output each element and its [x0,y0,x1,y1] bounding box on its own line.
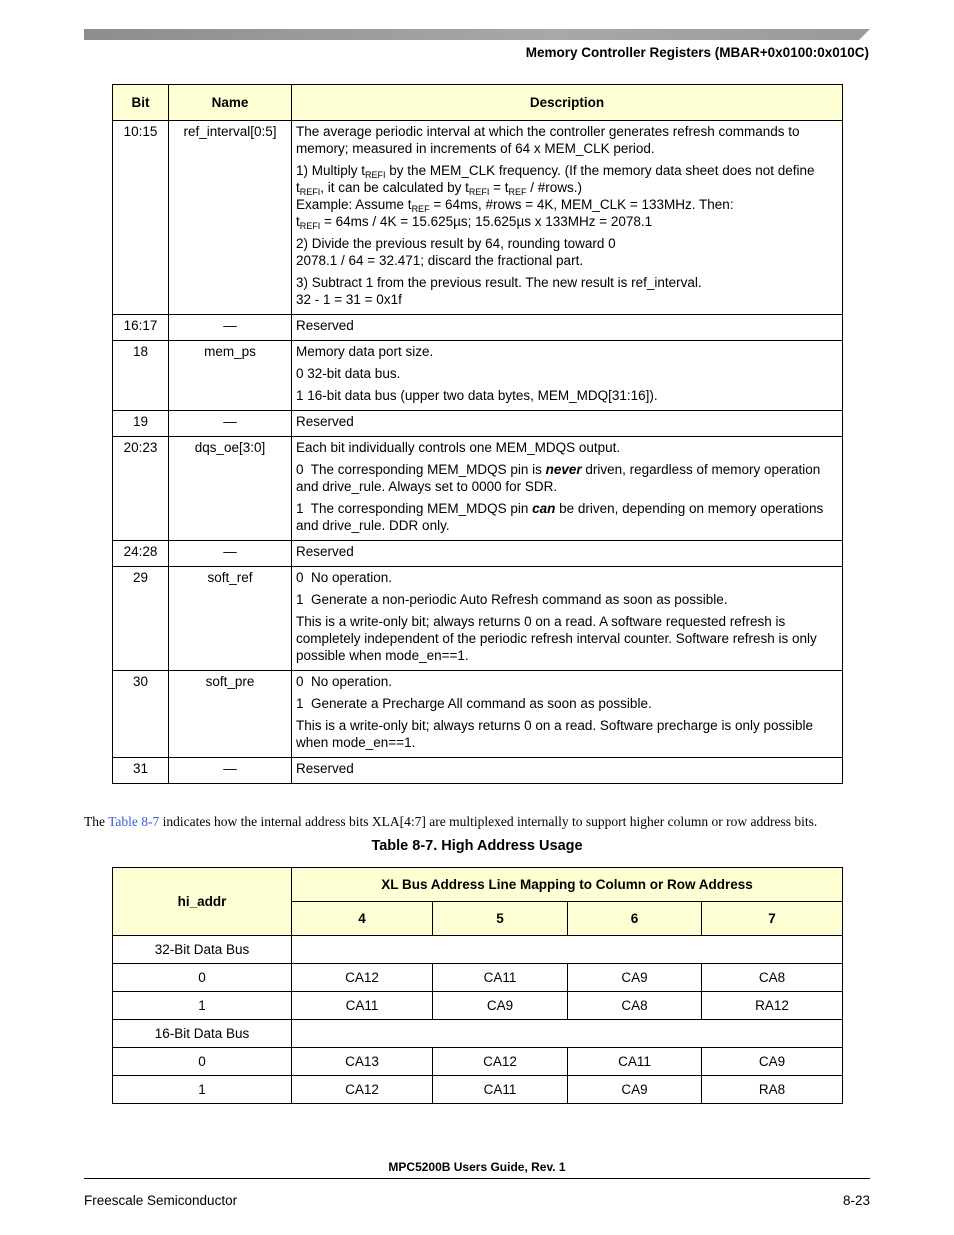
register-table-row [113,541,843,567]
register-table-row [113,758,843,784]
table-8-7-link[interactable]: Table 8-7 [108,814,160,829]
bus-section-empty-cell [292,936,843,964]
header-bar [84,29,870,40]
field-name-cell: dqs_oe[3:0] [169,437,292,541]
description-cell [292,671,843,758]
description-cell [292,121,843,315]
register-table-row [113,437,843,541]
register-table-row [113,315,843,341]
description-paragraph: 0 32-bit data bus. [296,366,401,381]
bit-cell: 24:28 [113,541,169,567]
field-name-cell: — [169,541,292,567]
address-mapping-cell: CA11 [292,992,433,1020]
description-paragraph: Each bit individually controls one MEM_MDQS output. [296,440,621,455]
address-mapping-cell: CA12 [292,1076,433,1104]
description-cell [292,341,843,411]
column-header-bit: Bit [113,85,169,121]
field-name-cell: soft_pre [169,671,292,758]
bit-cell: 10:15 [113,121,169,315]
hi-addr-header: hi_addr [113,868,292,936]
footer-divider [84,1178,870,1179]
address-mapping-cell: CA11 [433,1076,568,1104]
footer-company: Freescale Semiconductor [84,1193,238,1208]
bit-cell: 30 [113,671,169,758]
field-name-cell: ref_interval[0:5] [169,121,292,315]
hi-addr-value: 1 [113,1076,292,1104]
description-paragraph: 1 Generate a Precharge All command as soon as possible. [296,696,652,711]
bus-section-empty-cell [292,1020,843,1048]
address-mapping-cell: RA8 [702,1076,843,1104]
register-table-row [113,567,843,671]
bit-header-6: 6 [568,902,702,936]
description-cell [292,437,843,541]
description-cell [292,411,843,437]
description-paragraph: This is a write-only bit; always returns 0 on a read. Software precharge is only possible when mode_en==1. [296,718,813,750]
table-caption: Table 8-7. High Address Usage [371,838,583,854]
address-mapping-cell: CA11 [433,964,568,992]
bus-section-label: 16-Bit Data Bus [113,1020,292,1048]
address-mapping-cell: CA8 [568,992,702,1020]
intro-text-before: The [84,814,109,829]
description-paragraph: 1) Multiply $t_{REFI}$ by the MEM_CLK frequency. (If the memory data sheet does not define $t_{REFI}$, it can be calculated by $t_{REFI} = t_{REF}$ / #rows.) Example: Assume $t_{REF} = 64ms$, #rows = 4K, MEM_CLK = 133MHz. Then: $t_{REFI} = 64ms / 4K = 15.625\mu s$; 15.625µs x 133MHz = 2078.1 [296,163,815,231]
address-mapping-cell: RA12 [702,992,843,1020]
bit-cell: 18 [113,341,169,411]
description-cell [292,541,843,567]
description-paragraph: 3) Subtract 1 from the previous result. The new result is ref_interval. 32 - 1 = 31 = 0x1f [296,275,702,307]
description-paragraph: Reserved [296,414,354,429]
field-name-cell: mem_ps [169,341,292,411]
description-paragraph: Reserved [296,761,354,776]
field-name-cell: — [169,315,292,341]
bit-header-4: 4 [292,902,433,936]
register-table-row [113,411,843,437]
bit-cell: 16:17 [113,315,169,341]
description-cell [292,315,843,341]
high-address-usage-table [112,867,843,1104]
address-mapping-cell: CA8 [702,964,843,992]
bit-cell: 20:23 [113,437,169,541]
description-cell [292,567,843,671]
description-paragraph: 0 No operation. [296,674,393,689]
register-table-header-row [113,85,843,121]
address-mapping-row [113,964,843,992]
address-mapping-row [113,992,843,1020]
description-paragraph: 1 16-bit data bus (upper two data bytes, MEM_MDQ[31:16]). [296,388,658,403]
footer-guide-title: MPC5200B Users Guide, Rev. 1 [388,1160,566,1174]
intro-text-after: indicates how the internal address bits XLA[4:7] are multiplexed internally to support higher column or row address bits. [159,814,818,829]
bus-section-label: 32-Bit Data Bus [113,936,292,964]
addr-table-body [113,936,843,1104]
description-paragraph: Reserved [296,544,354,559]
description-paragraph: 0 The corresponding MEM_MDQS pin is never driven, regardless of memory operation and drive_rule. Always set to 0000 for SDR. [296,462,821,494]
address-mapping-cell: CA11 [568,1048,702,1076]
address-mapping-cell: CA12 [292,964,433,992]
description-paragraph: 1 Generate a non-periodic Auto Refresh command as soon as possible. [296,592,728,607]
description-paragraph: This is a write-only bit; always returns 0 on a read. A software requested refresh is completely independent of the periodic refresh interval counter. Software refresh is only possible when mode_en==1. [296,614,817,663]
address-mapping-row [113,1076,843,1104]
register-table-body [113,121,843,784]
hi-addr-value: 0 [113,964,292,992]
hi-addr-value: 1 [113,992,292,1020]
address-mapping-cell: CA9 [568,964,702,992]
address-mapping-cell: CA12 [433,1048,568,1076]
footer-page-number: 8-23 [842,1193,870,1208]
description-paragraph: 1 The corresponding MEM_MDQS pin can be driven, depending on memory operations and drive_rule. DDR only. [296,501,824,533]
column-header-description: Description [292,85,843,121]
address-mapping-cell: CA9 [702,1048,843,1076]
description-paragraph: 0 No operation. [296,570,393,585]
page-header-title: Memory Controller Registers (MBAR+0x0100:0x010C) [525,45,869,60]
description-paragraph: Memory data port size. [296,344,434,359]
address-mapping-cell: CA9 [433,992,568,1020]
address-mapping-cell: CA13 [292,1048,433,1076]
column-header-name: Name [169,85,292,121]
hi-addr-value: 0 [113,1048,292,1076]
bus-section-row [113,936,843,964]
field-name-cell: — [169,758,292,784]
field-name-cell: — [169,411,292,437]
addr-header-row-1 [113,868,843,902]
description-paragraph: Reserved [296,318,354,333]
description-cell [292,758,843,784]
address-mapping-row [113,1048,843,1076]
description-paragraph: 2) Divide the previous result by 64, rounding toward 0 2078.1 / 64 = 32.471; discard the fractional part. [296,236,616,268]
address-mapping-cell: CA9 [568,1076,702,1104]
field-name-cell: soft_ref [169,567,292,671]
bus-section-row [113,1020,843,1048]
bit-cell: 31 [113,758,169,784]
bit-header-7: 7 [702,902,843,936]
description-paragraph: The average periodic interval at which the controller generates refresh commands to memory; measured in increments of 64 x MEM_CLK period. [296,124,800,156]
bit-header-5: 5 [433,902,568,936]
register-table-row [113,671,843,758]
register-field-table [112,84,843,784]
bit-cell: 19 [113,411,169,437]
mapping-group-header: XL Bus Address Line Mapping to Column or Row Address [292,868,843,902]
intro-paragraph [84,814,864,830]
bit-cell: 29 [113,567,169,671]
register-table-row [113,341,843,411]
register-table-row [113,121,843,315]
